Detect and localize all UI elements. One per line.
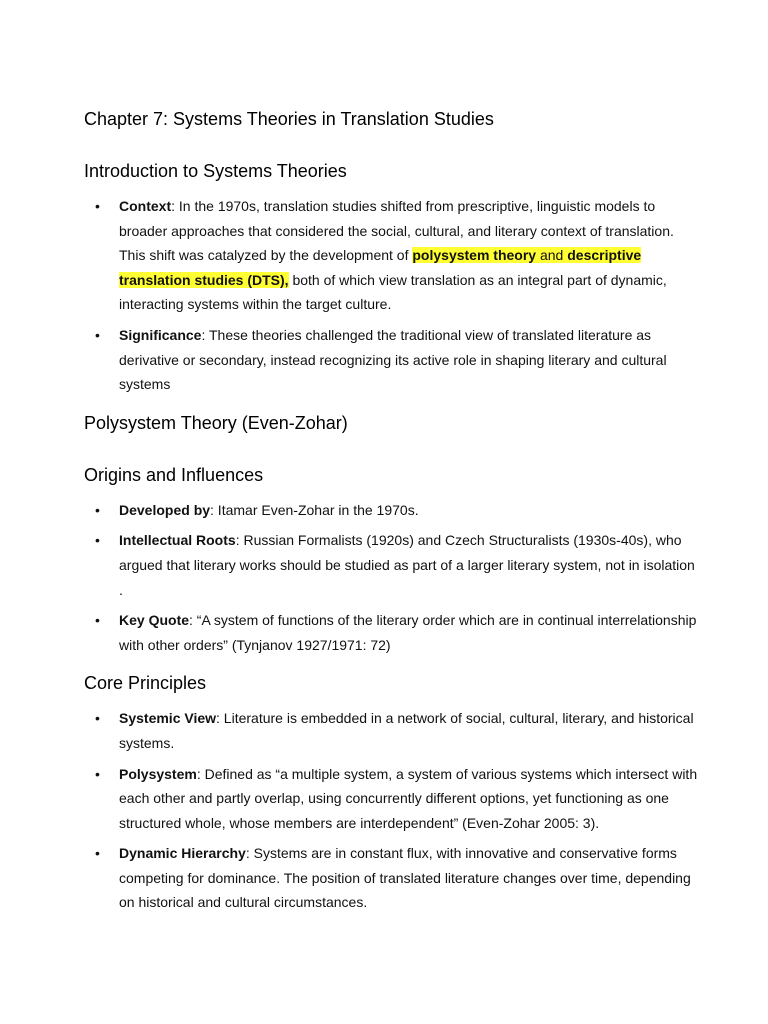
bullet-icon: •: [95, 710, 100, 727]
intro-list: [84, 194, 698, 397]
term-developed-by: Developed by: [119, 501, 211, 518]
core-list: [84, 706, 698, 915]
term-key-quote: Key Quote: [119, 612, 190, 629]
list-item-developed-by: • Developed by: Itamar Even-Zohar in the 1970s.: [84, 498, 698, 523]
list-item-polysystem: • Polysystem: Defined as “a multiple system, a system of various systems which intersect with each other and partly overlap, using concurrently different options, yet functioning as one structured whole, whose members are interdependent” (Even-Zohar 2005: 3).: [84, 762, 698, 836]
list-item-intellectual-roots: • Intellectual Roots: Russian Formalists (1920s) and Czech Structuralists (1930s-40s), who argued that literary works should be studied as part of a larger literary system, not in isolation .: [84, 528, 698, 602]
section-heading-polysystem: Polysystem Theory (Even-Zohar): [84, 412, 348, 433]
term-dynamic-hierarchy: Dynamic Hierarchy: [119, 845, 246, 862]
term-intellectual-roots: Intellectual Roots: [119, 532, 236, 549]
list-item-significance: [84, 323, 698, 397]
term-systemic-view: Systemic View: [119, 710, 217, 727]
section-heading-intro: Introduction to Systems Theories: [84, 161, 347, 181]
bullet-icon: •: [95, 326, 100, 343]
chapter-title: Chapter 7: Systems Theories in Translation Studies: [84, 109, 494, 129]
bullet-icon: •: [95, 765, 100, 782]
section-heading-origins: Origins and Influences: [84, 464, 264, 485]
significance-text: : These theories challenged the traditional view of translated literature as derivative or secondary, instead recognizing its active role in shaping literary and cultural systems: [119, 326, 667, 393]
list-item-key-quote: • Key Quote: “A system of functions of the literary order which are in continual interrelationship with other orders” (Tynjanov 1927/1971: 72): [84, 608, 698, 657]
term-polysystem: Polysystem: [119, 765, 197, 782]
bullet-icon: •: [95, 501, 100, 518]
bullet-icon: •: [95, 845, 100, 862]
bullet-icon: •: [95, 612, 100, 629]
list-item-context: [84, 194, 698, 317]
origins-list: [84, 498, 698, 658]
context-text-a: : In the 1970s, translation studies shifted from prescriptive, linguistic models to broader approaches that considered the social, cultural, and literary context of translation. This shift was catalyzed by the development of: [119, 198, 674, 264]
term-context: Context: [119, 198, 172, 214]
bullet-icon: •: [95, 532, 100, 549]
highlight-polysystem-theory: polysystem theory and descriptive translation studies (DTS),: [119, 247, 642, 288]
list-item-systemic-view: • Systemic View: Literature is embedded in a network of social, cultural, literary, and historical systems.: [84, 706, 698, 755]
list-item-dynamic-hierarchy: • Dynamic Hierarchy: Systems are in constant flux, with innovative and conservative forms competing for dominance. The position of translated literature changes over time, depending on historical and cultural circumstances.: [84, 841, 698, 915]
bullet-icon: •: [95, 198, 100, 214]
section-heading-core: Core Principles: [84, 673, 207, 694]
term-significance: Significance: [119, 326, 202, 343]
context-text-b: both of which view translation as an integral part of dynamic, interacting systems within the target culture.: [119, 271, 667, 313]
